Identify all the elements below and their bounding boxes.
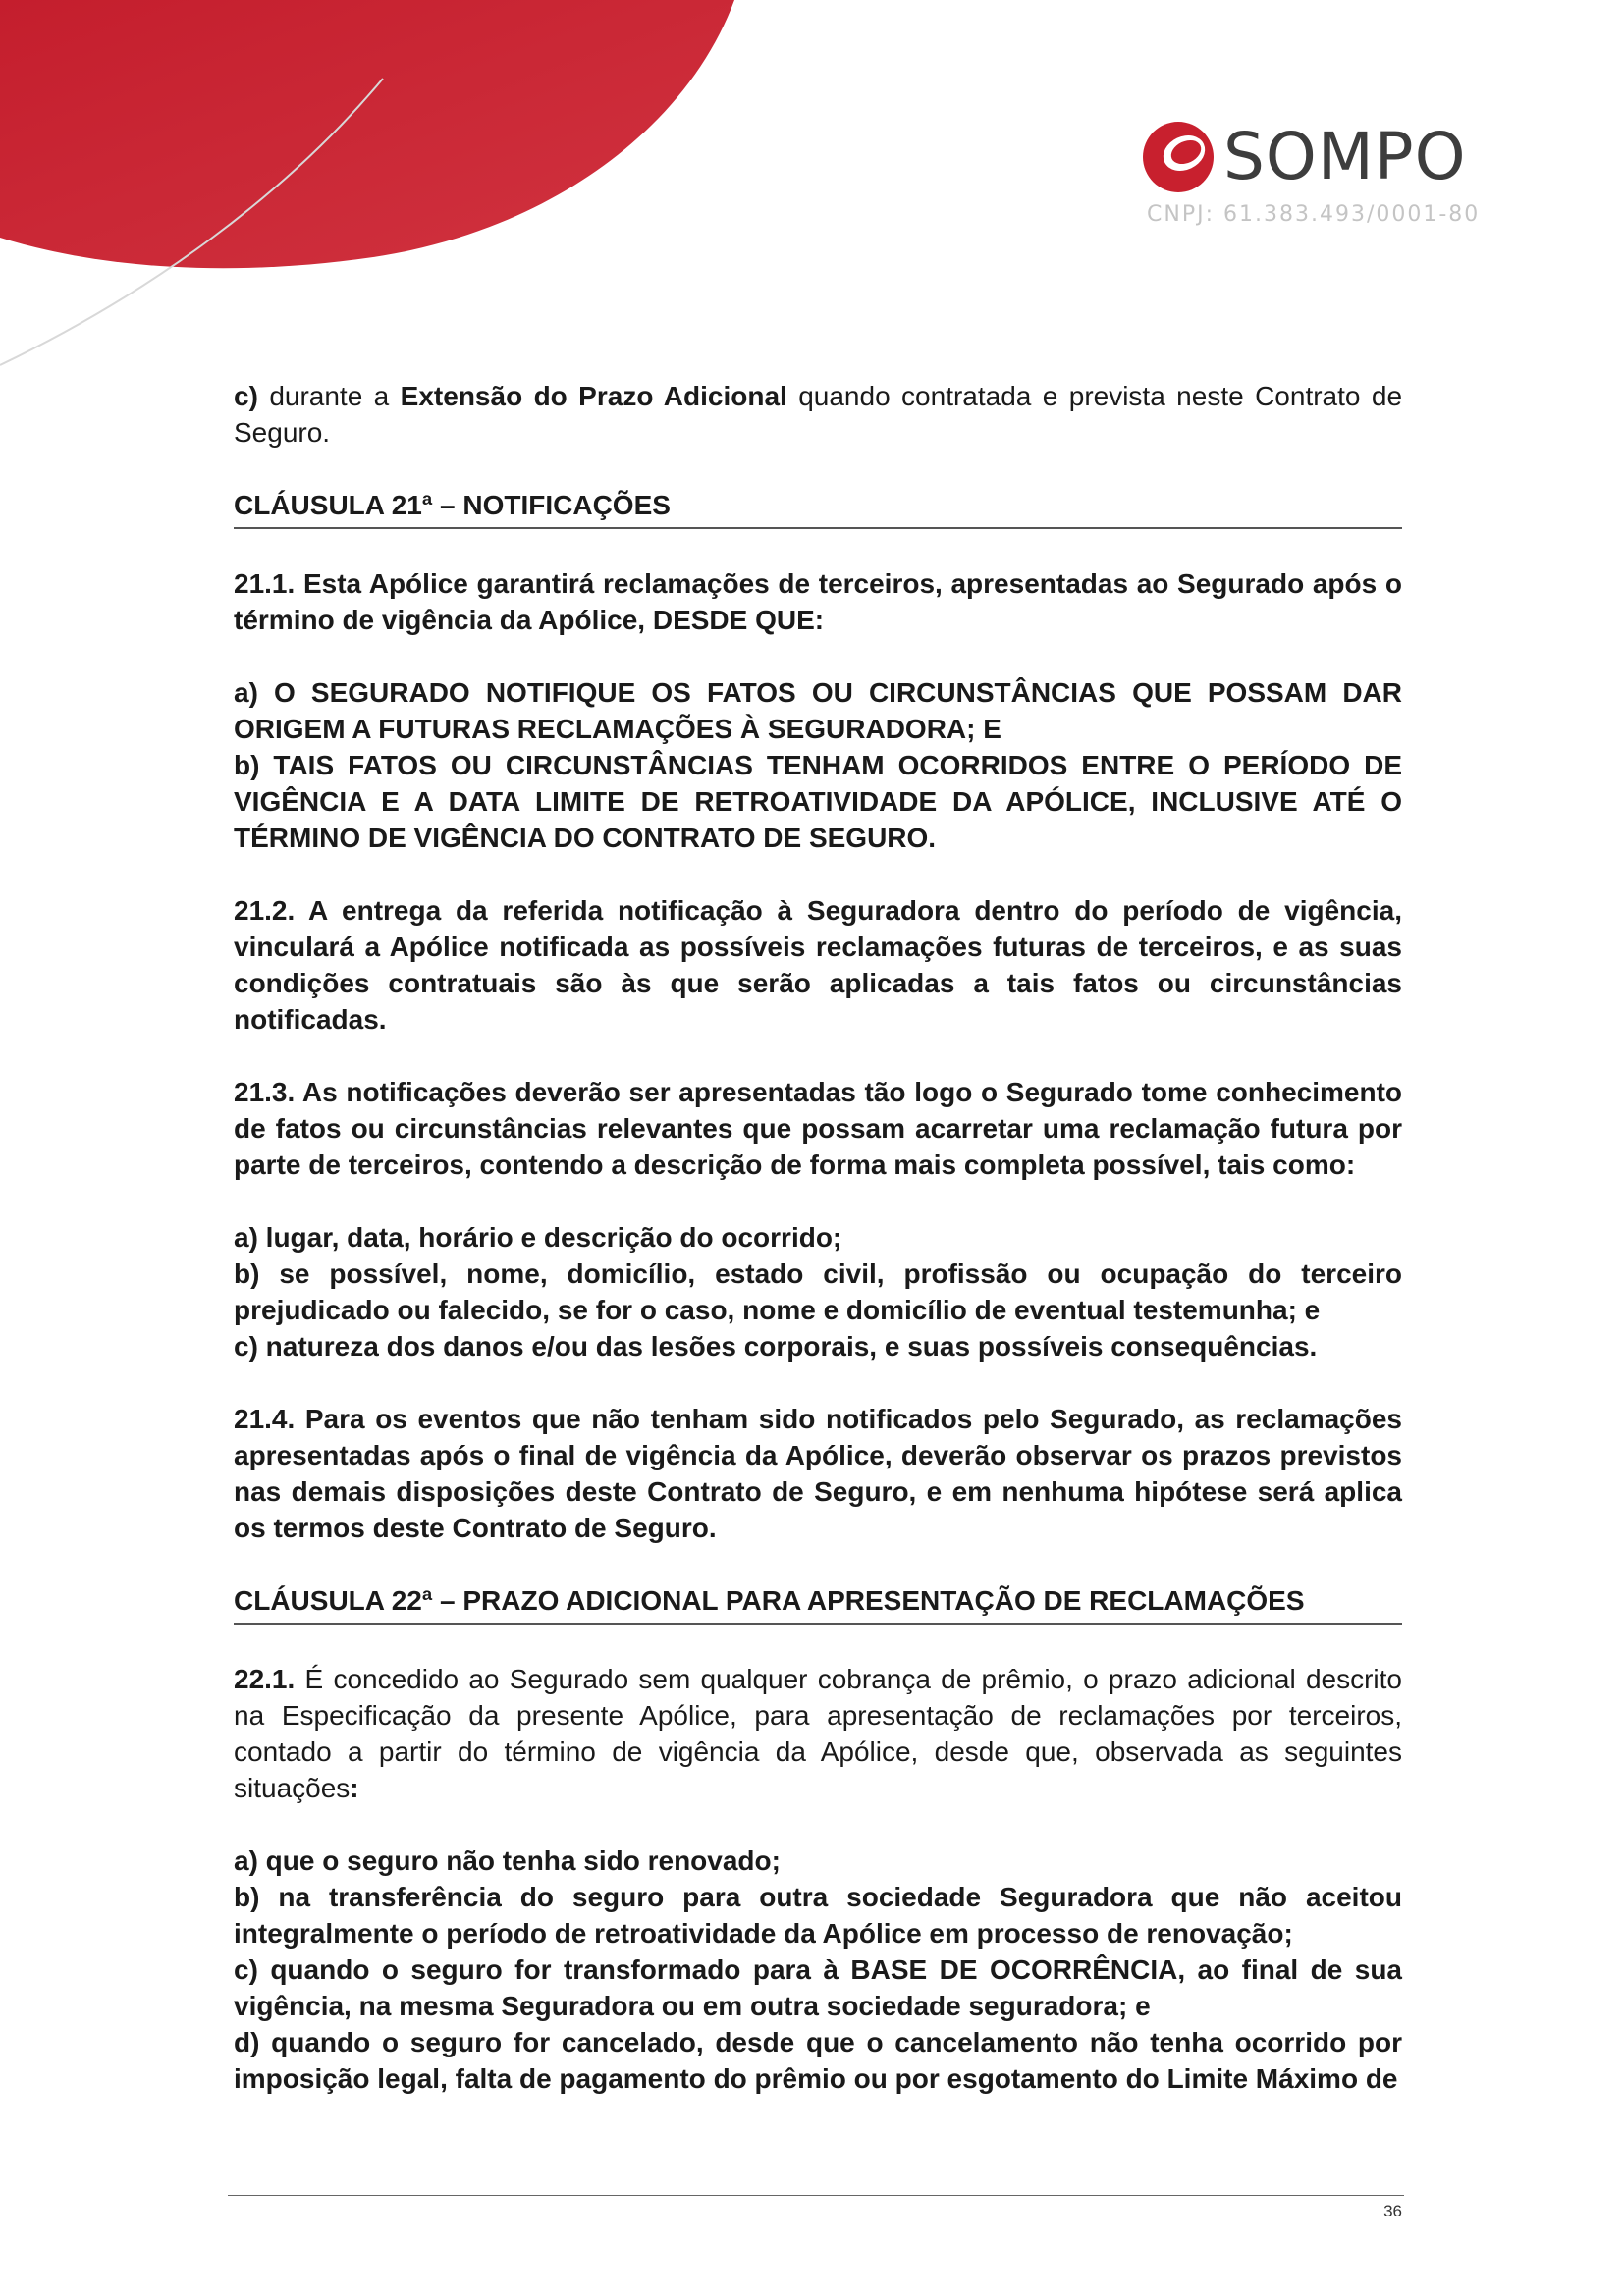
header-decoration: [0, 0, 766, 373]
clause-21-heading: CLÁUSULA 21ª – NOTIFICAÇÕES: [234, 487, 1402, 529]
document-body: [234, 378, 1402, 2097]
paragraph-21-1-b: b) TAIS FATOS OU CIRCUNSTÂNCIAS TENHAM OCORRIDOS ENTRE O PERÍODO DE VIGÊNCIA E A DATA LIMITE DE RETROATIVIDADE DA APÓLICE, INCLUSIVE ATÉ O TÉRMINO DE VIGÊNCIA DO CONTRATO DE SEGURO.: [234, 750, 1402, 853]
paragraph-21-3-c: c) natureza dos danos e/ou das lesões corporais, e suas possíveis consequências.: [234, 1331, 1318, 1362]
item-text-pre: durante a: [269, 381, 390, 411]
paragraph-22-1-c: c) quando o seguro for transformado para à BASE DE OCORRÊNCIA, ao final de sua vigência, na mesma Seguradora ou em outra sociedade seguradora; e: [234, 1954, 1402, 2021]
item-text-post: quando contratada e prevista neste Contrato de Seguro.: [234, 381, 1403, 448]
brand-name: SOMPO: [1223, 119, 1467, 194]
clause-22-heading: CLÁUSULA 22ª – PRAZO ADICIONAL PARA APRESENTAÇÃO DE RECLAMAÇÕES: [234, 1582, 1402, 1625]
paragraph-22-1-text: É concedido ao Segurado sem qualquer cobrança de prêmio, o prazo adicional descrito na Especificação da presente Apólice, para apresentação de reclamações por terceiros, contado a partir do término de vigência da Apólice, desde que, observada as seguintes situações: [234, 1664, 1403, 1803]
paragraph-21-4: 21.4. Para os eventos que não tenham sido notificados pelo Segurado, as reclamações apresentadas após o final de vigência da Apólice, deverão observar os prazos previstos nas demais disposições deste Contrato de Seguro, e em nenhuma hipótese será aplica os termos deste Contrato de Seguro.: [234, 1404, 1402, 1543]
paragraph-22-1-d: d) quando o seguro for cancelado, desde que o cancelamento não tenha ocorrido por imposição legal, falta de pagamento do prêmio ou por esgotamento do Limite Máximo de: [234, 2027, 1402, 2094]
red-arc: [0, 0, 734, 268]
paragraph-21-1-a: a) O SEGURADO NOTIFIQUE OS FATOS OU CIRCUNSTÂNCIAS QUE POSSAM DAR ORIGEM A FUTURAS RECLAMAÇÕES À SEGURADORA; E: [234, 677, 1402, 744]
paragraph-21-1: 21.1. Esta Apólice garantirá reclamações de terceiros, apresentadas ao Segurado após o término de vigência da Apólice, DESDE QUE:: [234, 568, 1402, 635]
cnpj-text: CNPJ: 61.383.493/0001-80: [1147, 202, 1481, 227]
paragraph-22-1: [234, 1661, 1402, 1806]
paragraph-colon: :: [350, 1773, 359, 1803]
sompo-logo: [1139, 118, 1512, 227]
paragraph-22-1-a: a) que o seguro não tenha sido renovado;: [234, 1845, 781, 1876]
item-text-bold: Extensão do Prazo Adicional: [400, 381, 787, 411]
paragraph-21-3: 21.3. As notificações deverão ser apresentadas tão logo o Segurado tome conhecimento de fatos ou circunstâncias relevantes que possam acarretar uma reclamação futura por parte de terceiros, contendo a descrição de forma mais completa possível, tais como:: [234, 1077, 1402, 1180]
paragraph-number: 22.1.: [234, 1664, 296, 1694]
paragraph-21-3-a: a) lugar, data, horário e descrição do ocorrido;: [234, 1222, 842, 1253]
paragraph-21-3-b: b) se possível, nome, domicílio, estado civil, profissão ou ocupação do terceiro prejudicado ou falecido, se for o caso, nome e domicílio de eventual testemunha; e: [234, 1258, 1402, 1325]
paragraph-22-1-b: b) na transferência do seguro para outra sociedade Seguradora que não aceitou integralmente o período de retroatividade da Apólice em processo de renovação;: [234, 1882, 1402, 1949]
item-label: c): [234, 381, 258, 411]
footer-divider: [228, 2195, 1404, 2196]
page-number: 36: [1383, 2202, 1402, 2220]
paragraph-21-2: 21.2. A entrega da referida notificação à Seguradora dentro do período de vigência, vinculará a Apólice notificada as possíveis reclamações futuras de terceiros, e as suas condições contratuais são às que serão aplicadas a tais fatos ou circunstâncias notificadas.: [234, 895, 1402, 1035]
paragraph-c-prior: [234, 378, 1402, 451]
sompo-logo-icon: [1139, 118, 1218, 196]
